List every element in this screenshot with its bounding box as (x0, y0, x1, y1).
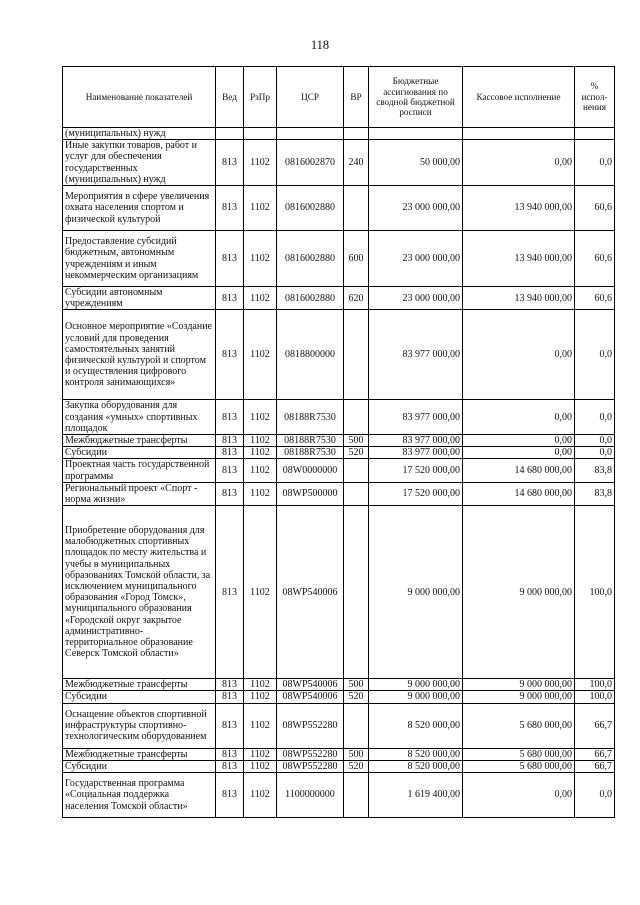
cell-vr: 240 (344, 140, 369, 186)
cell-ved: 813 (216, 482, 244, 505)
cell-name: Предоставление субсидий бюджетным, автономным учреждениям и иным некоммерческим организациям (63, 231, 216, 287)
cell-percent: 83,8 (575, 459, 615, 482)
cell-percent: 83,8 (575, 482, 615, 505)
cell-vr (344, 482, 369, 505)
cell-percent: 0,0 (575, 447, 615, 459)
cell-cash: 14 680 000,00 (463, 459, 575, 482)
cell-budget: 23 000 000,00 (369, 186, 463, 231)
cell-rzpr: 1102 (244, 447, 277, 459)
cell-rzpr: 1102 (244, 140, 277, 186)
cell-csr: 0816002880 (277, 287, 344, 310)
cell-ved: 813 (216, 435, 244, 447)
cell-vr (344, 310, 369, 400)
table-row (63, 506, 615, 679)
cell-csr: 0818800000 (277, 310, 344, 400)
cell-name: Региональный проект «Спорт - норма жизни» (63, 482, 216, 505)
cell-cash: 14 680 000,00 (463, 482, 575, 505)
cell-rzpr: 1102 (244, 231, 277, 287)
table-row (63, 435, 615, 447)
cell-cash: 0,00 (463, 435, 575, 447)
cell-vr: 520 (344, 447, 369, 459)
cell-percent: 0,0 (575, 140, 615, 186)
cell-cash: 0,00 (463, 447, 575, 459)
table-row (63, 760, 615, 772)
cell-csr: 1100000000 (277, 773, 344, 818)
cell-csr: 08WP540006 (277, 506, 344, 679)
cell-rzpr: 1102 (244, 459, 277, 482)
cell-vr (344, 506, 369, 679)
cell-ved: 813 (216, 231, 244, 287)
cell-name: Субсидии автономным учреждениям (63, 287, 216, 310)
cell-percent: 100,0 (575, 506, 615, 679)
cell-ved: 813 (216, 679, 244, 691)
cell-ved: 813 (216, 140, 244, 186)
cell-ved: 813 (216, 773, 244, 818)
table-row (63, 703, 615, 748)
cell-rzpr: 1102 (244, 186, 277, 231)
header-rzpr: РзПр (244, 67, 277, 128)
cell-csr: 08WP540006 (277, 691, 344, 703)
cell-vr: 500 (344, 435, 369, 447)
cell-csr: 0816002880 (277, 231, 344, 287)
cell-name: Субсидии (63, 691, 216, 703)
header-cash: Кассовое исполнение (463, 67, 575, 128)
table-body (63, 128, 615, 818)
table-header-row (63, 67, 615, 128)
cell-percent: 60,6 (575, 231, 615, 287)
cell-vr (344, 186, 369, 231)
cell-csr: 08188R7530 (277, 447, 344, 459)
table-row (63, 287, 615, 310)
table-row (63, 400, 615, 435)
cell-name: Государственная программа «Социальная поддержка населения Томской области» (63, 773, 216, 818)
cell-name: (муниципальных) нужд (63, 128, 216, 140)
page-number: 118 (310, 38, 330, 52)
cell-cash: 0,00 (463, 773, 575, 818)
cell-name: Закупка оборудования для создания «умных» спортивных площадок (63, 400, 216, 435)
cell-name: Межбюджетные трансферты (63, 435, 216, 447)
cell-vr (344, 128, 369, 140)
cell-csr: 0816002880 (277, 186, 344, 231)
cell-csr: 08WP500000 (277, 482, 344, 505)
cell-name: Проектная часть государственной программы (63, 459, 216, 482)
cell-budget: 8 520 000,00 (369, 748, 463, 760)
header-vr: ВР (344, 67, 369, 128)
cell-rzpr: 1102 (244, 773, 277, 818)
cell-ved: 813 (216, 691, 244, 703)
cell-budget: 9 000 000,00 (369, 691, 463, 703)
cell-cash: 0,00 (463, 140, 575, 186)
cell-csr: 08WP552280 (277, 748, 344, 760)
cell-vr: 620 (344, 287, 369, 310)
table-row (63, 748, 615, 760)
cell-vr: 500 (344, 748, 369, 760)
cell-csr: 08W0000000 (277, 459, 344, 482)
budget-execution-table (62, 66, 615, 818)
cell-rzpr: 1102 (244, 691, 277, 703)
cell-name: Межбюджетные трансферты (63, 748, 216, 760)
cell-rzpr: 1102 (244, 435, 277, 447)
cell-cash: 13 940 000,00 (463, 186, 575, 231)
cell-budget: 17 520 000,00 (369, 459, 463, 482)
cell-budget: 83 977 000,00 (369, 400, 463, 435)
cell-cash: 5 680 000,00 (463, 748, 575, 760)
cell-rzpr: 1102 (244, 482, 277, 505)
cell-name: Мероприятия в сфере увеличения охвата населения спортом и физической культурой (63, 186, 216, 231)
cell-vr (344, 773, 369, 818)
header-ved: Вед (216, 67, 244, 128)
header-budget: Бюджетные ассигнования по сводной бюджетной росписи (369, 67, 463, 128)
cell-vr: 600 (344, 231, 369, 287)
cell-ved: 813 (216, 310, 244, 400)
cell-csr: 08WP540006 (277, 679, 344, 691)
cell-ved: 813 (216, 400, 244, 435)
cell-rzpr: 1102 (244, 400, 277, 435)
cell-rzpr: 1102 (244, 679, 277, 691)
cell-budget: 50 000,00 (369, 140, 463, 186)
cell-vr: 520 (344, 691, 369, 703)
cell-budget: 23 000 000,00 (369, 287, 463, 310)
cell-name: Субсидии (63, 447, 216, 459)
cell-ved: 813 (216, 506, 244, 679)
cell-vr: 500 (344, 679, 369, 691)
cell-percent: 0,0 (575, 400, 615, 435)
cell-ved: 813 (216, 748, 244, 760)
table-row (63, 447, 615, 459)
cell-csr: 08WP552280 (277, 703, 344, 748)
cell-rzpr: 1102 (244, 760, 277, 772)
cell-rzpr: 1102 (244, 703, 277, 748)
cell-percent: 0,0 (575, 310, 615, 400)
cell-csr: 08188R7530 (277, 435, 344, 447)
header-name: Наименование показателей (63, 67, 216, 128)
cell-rzpr: 1102 (244, 506, 277, 679)
table-row (63, 310, 615, 400)
table-row (63, 231, 615, 287)
cell-cash: 9 000 000,00 (463, 679, 575, 691)
cell-percent: 60,6 (575, 287, 615, 310)
table-row (63, 186, 615, 231)
cell-cash: 9 000 000,00 (463, 506, 575, 679)
cell-ved (216, 128, 244, 140)
cell-percent: 100,0 (575, 679, 615, 691)
cell-ved: 813 (216, 760, 244, 772)
cell-cash: 5 680 000,00 (463, 760, 575, 772)
cell-vr (344, 400, 369, 435)
cell-name: Оснащение объектов спортивной инфраструктуры спортивно-технологическим оборудованием (63, 703, 216, 748)
cell-percent: 66,7 (575, 703, 615, 748)
table-row (63, 679, 615, 691)
table-row (63, 773, 615, 818)
cell-budget: 1 619 400,00 (369, 773, 463, 818)
cell-ved: 813 (216, 703, 244, 748)
cell-csr: 08WP552280 (277, 760, 344, 772)
cell-ved: 813 (216, 186, 244, 231)
cell-name: Приобретение оборудования для малобюджетных спортивных площадок по месту жительства и учебы в муниципальных образованиях Томской области, за исключением муниципального образования «Город Томск», муниципального образования «Городской округ закрытое административно-территориальное образование Северск Томской области» (63, 506, 216, 679)
table-row (63, 140, 615, 186)
cell-vr: 520 (344, 760, 369, 772)
cell-budget: 8 520 000,00 (369, 760, 463, 772)
cell-budget: 8 520 000,00 (369, 703, 463, 748)
cell-budget (369, 128, 463, 140)
cell-csr: 08188R7530 (277, 400, 344, 435)
cell-csr (277, 128, 344, 140)
header-csr: ЦСР (277, 67, 344, 128)
cell-name: Иные закупки товаров, работ и услуг для обеспечения государственных (муниципальных) нужд (63, 140, 216, 186)
cell-budget: 9 000 000,00 (369, 679, 463, 691)
cell-ved: 813 (216, 459, 244, 482)
table-row (63, 459, 615, 482)
cell-budget: 9 000 000,00 (369, 506, 463, 679)
cell-percent: 66,7 (575, 748, 615, 760)
cell-cash (463, 128, 575, 140)
cell-percent: 0,0 (575, 435, 615, 447)
table-row (63, 128, 615, 140)
cell-percent (575, 128, 615, 140)
cell-name: Межбюджетные трансферты (63, 679, 216, 691)
cell-percent: 100,0 (575, 691, 615, 703)
cell-budget: 17 520 000,00 (369, 482, 463, 505)
cell-rzpr (244, 128, 277, 140)
table-row (63, 691, 615, 703)
cell-csr: 0816002870 (277, 140, 344, 186)
cell-cash: 13 940 000,00 (463, 231, 575, 287)
header-percent: % испол-нения (575, 67, 615, 128)
cell-percent: 0,0 (575, 773, 615, 818)
cell-budget: 83 977 000,00 (369, 310, 463, 400)
cell-budget: 83 977 000,00 (369, 435, 463, 447)
cell-cash: 13 940 000,00 (463, 287, 575, 310)
cell-rzpr: 1102 (244, 287, 277, 310)
cell-budget: 83 977 000,00 (369, 447, 463, 459)
cell-cash: 5 680 000,00 (463, 703, 575, 748)
cell-vr (344, 459, 369, 482)
cell-rzpr: 1102 (244, 748, 277, 760)
cell-vr (344, 703, 369, 748)
cell-name: Основное мероприятие «Создание условий для проведения самостоятельных занятий физической культурой и спортом и осуществления цифрового контроля занимающихся» (63, 310, 216, 400)
cell-budget: 23 000 000,00 (369, 231, 463, 287)
cell-name: Субсидии (63, 760, 216, 772)
table-row (63, 482, 615, 505)
cell-ved: 813 (216, 287, 244, 310)
cell-percent: 60,6 (575, 186, 615, 231)
cell-cash: 9 000 000,00 (463, 691, 575, 703)
cell-percent: 66,7 (575, 760, 615, 772)
cell-ved: 813 (216, 447, 244, 459)
cell-cash: 0,00 (463, 400, 575, 435)
cell-cash: 0,00 (463, 310, 575, 400)
cell-rzpr: 1102 (244, 310, 277, 400)
